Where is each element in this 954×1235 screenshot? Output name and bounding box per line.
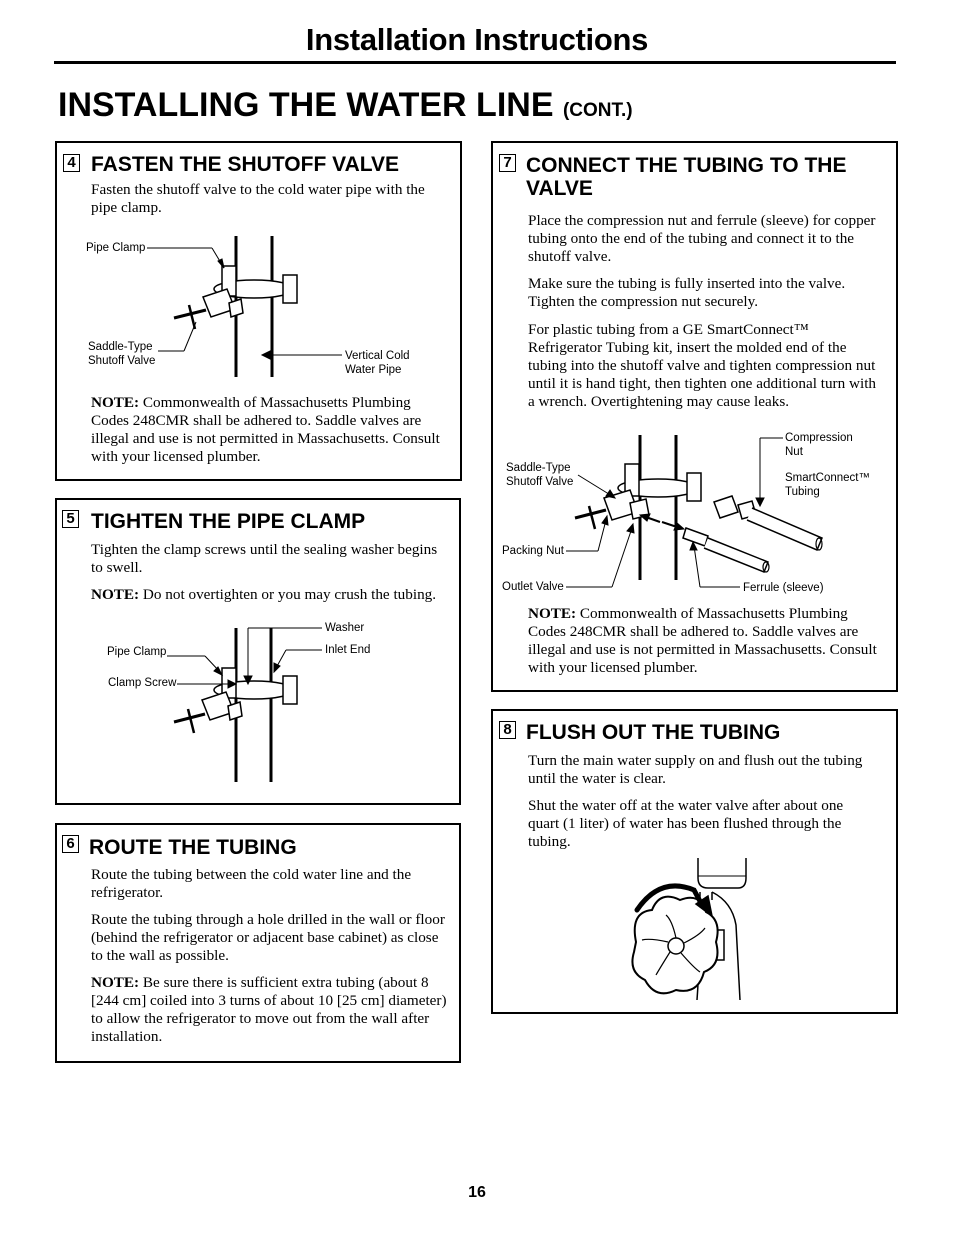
step-7-text-1: Place the compression nut and ferrule (sleeve) for copper tubing onto the end of the tubing and connect it to the shutoff valve. [528,212,876,265]
label-ferrule: Ferrule (sleeve) [743,582,824,594]
label-compression-nut-line2: Nut [785,446,803,458]
label-pipe-clamp: Pipe Clamp [107,646,167,658]
label-cold-pipe-line1: Vertical Cold [345,350,410,362]
label-saddle-valve-line2: Shutoff Valve [506,476,574,488]
label-saddle-valve-line1: Saddle-Type [88,341,153,353]
step-5-text: Tighten the clamp screws until the sealing washer begins to swell. [91,541,438,576]
step-8-title: FLUSH OUT THE TUBING [526,721,781,744]
label-saddle-valve-line1: Saddle-Type [506,462,571,474]
note-label: NOTE: [528,605,577,622]
label-smartconnect-line1: SmartConnect™ [785,472,871,484]
label-smartconnect-line2: Tubing [785,486,820,498]
step-4-text: Fasten the shutoff valve to the cold water pipe with the pipe clamp. [91,181,425,216]
note-text: Do not overtighten or you may crush the tubing. [139,586,437,603]
step-7-number: 7 [499,154,516,172]
note-text: Commonwealth of Massachusetts Plumbing Codes 248CMR shall be adhered to. Saddle valves are illegal and use is not permitted in Massachusetts. Consult with your licensed plumber. [91,394,440,465]
step-7-text-3: For plastic tubing from a GE SmartConnect™ Refrigerator Tubing kit, insert the molded end of the tubing into the shutoff valve and tighten compression nut until it is hand tight, then tighten one additional turn with a wrench. Overtightening may cause leaks. [528,321,877,410]
step-4-number: 4 [63,154,80,172]
label-packing-nut: Packing Nut [502,545,565,557]
step-7-text-2: Make sure the tubing is fully inserted into the valve. Tighten the compression nut securely. [528,275,846,310]
label-inlet-end: Inlet End [325,644,371,656]
step-8-text-1: Turn the main water supply on and flush out the tubing until the water is clear. [528,752,863,787]
page-title-main: INSTALLING THE WATER LINE [58,86,554,124]
label-outlet-valve: Outlet Valve [502,581,564,593]
label-saddle-valve-line2: Shutoff Valve [88,355,156,367]
step-5-title: TIGHTEN THE PIPE CLAMP [91,510,366,533]
note-label: NOTE: [91,974,140,991]
note-text: Be sure there is sufficient extra tubing (about 8 [244 cm] coiled into 3 turns of about 10 [25 cm] diameter) to allow the refrigerator to move out from the wall after installation. [91,974,447,1045]
label-pipe-clamp: Pipe Clamp [86,242,146,254]
label-compression-nut-line1: Compression [785,432,853,444]
page-title-cont: (CONT.) [562,100,633,121]
note-text: Commonwealth of Massachusetts Plumbing Codes 248CMR shall be adhered to. Saddle valves are illegal and use is not permitted in Massachusetts. Consult with your licensed plumber. [528,605,877,676]
label-washer: Washer [325,622,365,634]
step-6-text-2: Route the tubing through a hole drilled in the wall or floor (behind the refrigerator or adjacent base cabinet) as close to the wall as possible. [91,911,445,964]
step-5-number: 5 [62,510,79,528]
header-title: Installation Instructions [305,22,649,57]
step-8-text-2: Shut the water off at the water valve after about one quart (1 liter) of water has been flushed through the tubing. [528,797,844,850]
note-label: NOTE: [91,394,140,411]
label-clamp-screw: Clamp Screw [108,677,177,689]
step-7-title: CONNECT THE TUBING TO THE VALVE [526,154,847,200]
step-4-title: FASTEN THE SHUTOFF VALVE [91,153,400,176]
step-8-number: 8 [499,721,516,739]
step-6-text-1: Route the tubing between the cold water line and the refrigerator. [91,866,412,901]
step-6-title: ROUTE THE TUBING [89,836,297,859]
page-number: 16 [468,1184,486,1201]
label-cold-pipe-line2: Water Pipe [345,364,402,376]
note-label: NOTE: [91,586,140,603]
step-6-number: 6 [62,835,79,853]
